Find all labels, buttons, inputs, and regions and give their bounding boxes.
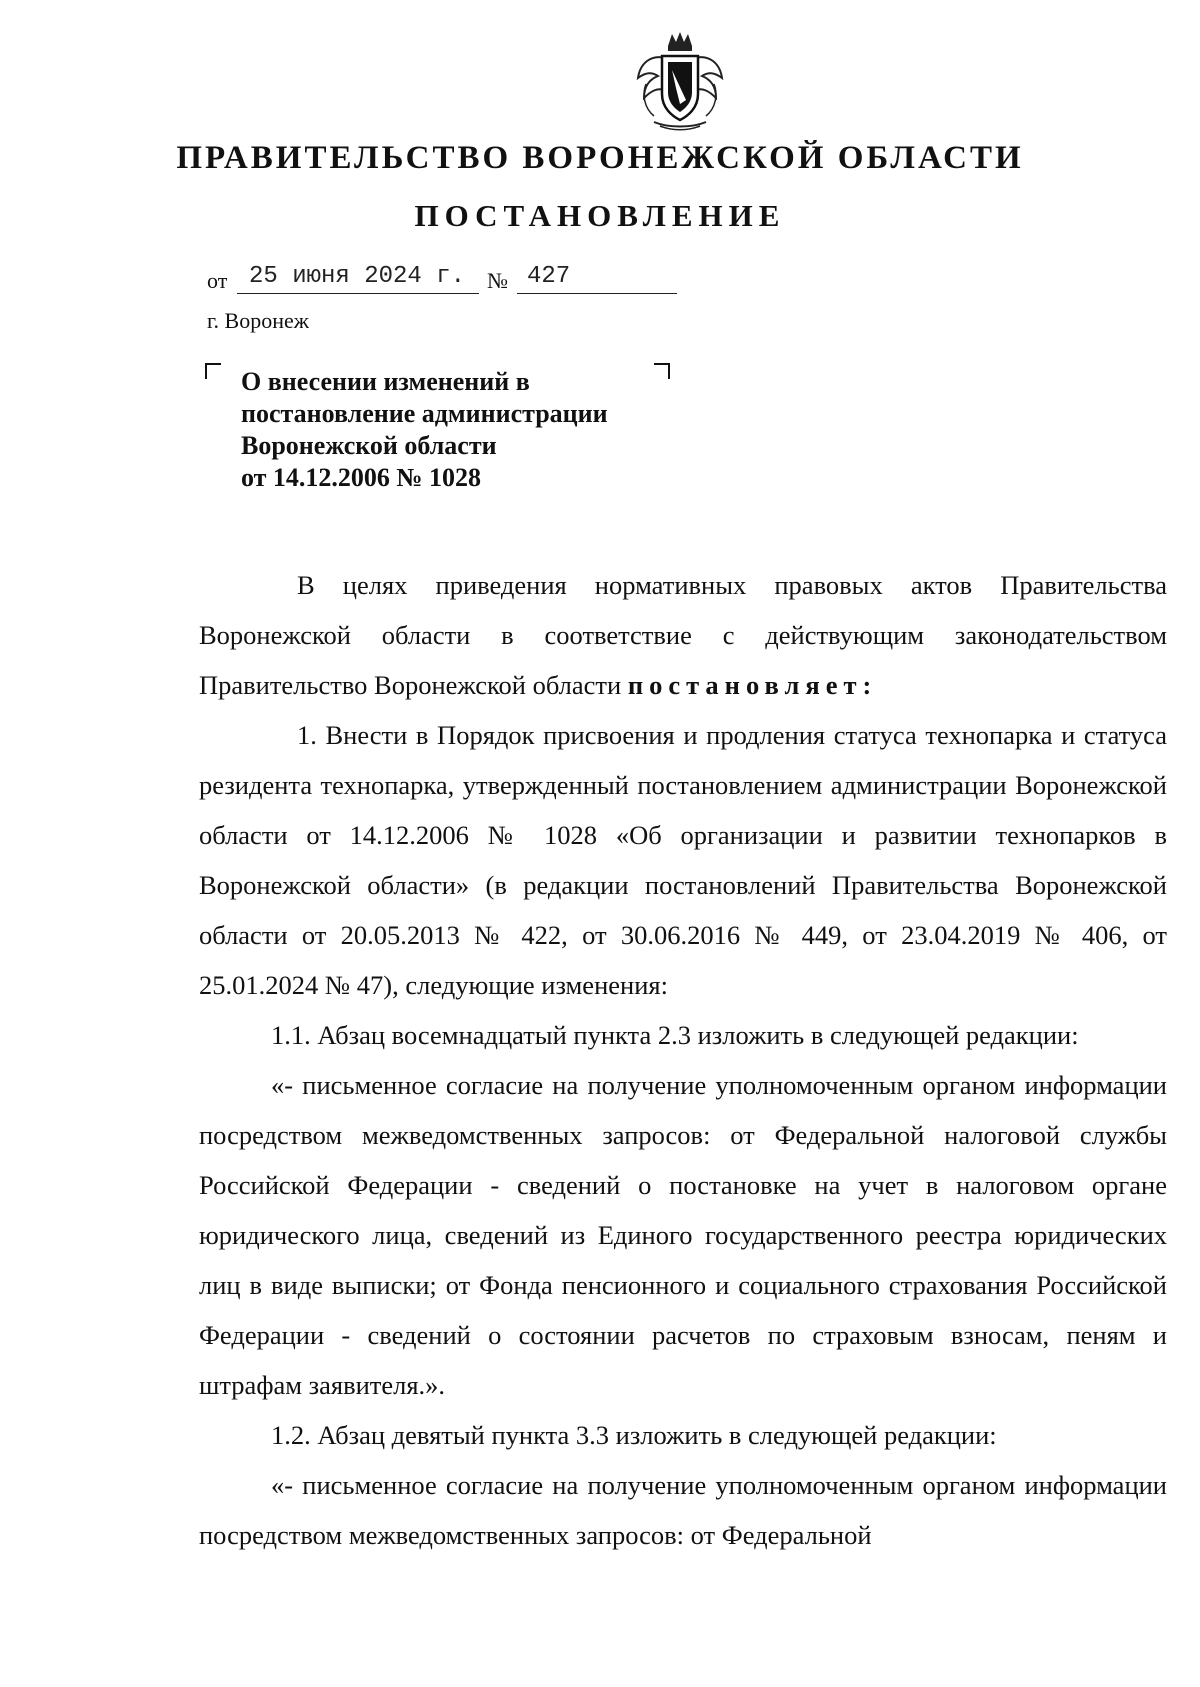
- document-type: ПОСТАНОВЛЕНИЕ: [414, 198, 786, 233]
- decree-word: постановляет:: [627, 670, 878, 700]
- city-label: г. Воронеж: [207, 308, 309, 333]
- paragraph-1-2-quote: «- письменное согласие на получение уполномоченным органом информации посредством межведомственных запросов: от Федеральной: [199, 1470, 1167, 1550]
- subject-line: Воронежской области: [241, 431, 497, 460]
- document-body: [199, 560, 1167, 1560]
- preamble-text: В целях приведения нормативных правовых актов Правительства Воронежской области в соответствие с действующим законодательством Правительство Воронежской области: [199, 570, 1167, 700]
- paragraph-1: 1. Внести в Порядок присвоения и продления статуса технопарка и статуса резидента технопарка, утвержденный постановлением администрации Воронежской области от 14.12.2006 № 1028 «Об организации и развитии технопарков в Воронежской области» (в редакции постановлений Правительства Воронежской области от 20.05.2013 № 422, от 30.06.2016 № 449, от 23.04.2019 № 406, от 25.01.2024 № 47), следующие изменения:: [199, 720, 1167, 1000]
- number-value: 427: [527, 263, 571, 290]
- document-subject: [241, 366, 681, 494]
- number-underline: [517, 293, 677, 294]
- subject-line: от 14.12.2006 № 1028: [241, 463, 482, 492]
- subject-corner-left: [205, 363, 221, 379]
- subject-line: постановление администрации: [241, 399, 608, 428]
- coat-of-arms-icon: [632, 28, 728, 132]
- paragraph-1-2: 1.2. Абзац девятый пункта 3.3 изложить в следующей редакции:: [271, 1420, 997, 1450]
- number-prefix: №: [487, 268, 508, 293]
- subject-line: О внесении изменений в: [241, 367, 530, 396]
- date-value: 25 июня 2024 г.: [249, 263, 466, 290]
- date-underline: [237, 293, 479, 294]
- date-prefix: от: [207, 268, 228, 293]
- organization-title: ПРАВИТЕЛЬСТВО ВОРОНЕЖСКОЙ ОБЛАСТИ: [176, 140, 1024, 176]
- paragraph-1-1-quote: «- письменное согласие на получение уполномоченным органом информации посредством межведомственных запросов: от Федеральной налоговой службы Российской Федерации - сведений о постановке на учет в налоговом органе юридического лица, сведений из Единого государственного реестра юридических лиц в виде выписки; от Фонда пенсионного и социального страхования Российской Федерации - сведений о состоянии расчетов по страховым взносам, пеням и штрафам заявителя.».: [199, 1070, 1167, 1400]
- paragraph-1-1: 1.1. Абзац восемнадцатый пункта 2.3 изложить в следующей редакции:: [271, 1020, 1079, 1050]
- preamble-paragraph: [199, 560, 1167, 710]
- date-number-line: [207, 258, 687, 298]
